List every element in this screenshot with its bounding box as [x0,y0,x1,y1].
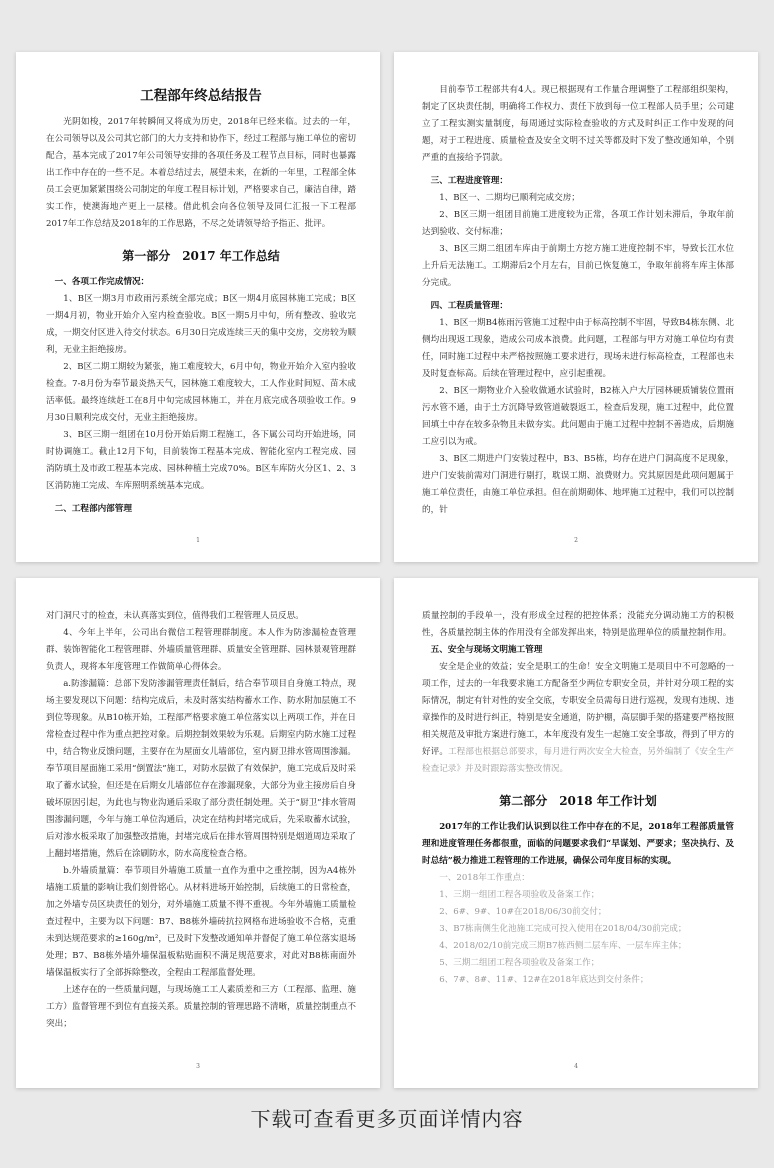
list-item: 1、三期一组团工程各项验收及备案工作； [439,890,600,900]
intro-paragraph: 光阴如梭，2017年转瞬间又将成为历史，2018年已经来临。过去的一年，在公司领导以及公司其它部门的大力支持和协作下，经过工程部与施工单位的密切配合，基本完成了2017年公司领导安排的各项任务及工程节点目标，同时也暴露出工作中存在的一些不足。本着总结过去，展望未来，在新的一年里，工程部全体员工会更加紧紧围绕公司制定的年度工程目标计划，严格要求自己，廉洁自律，踏实工作，使澳海地产更上一层楼。借此机会向各位领导及同仁汇报一下工程部2017年工作总结及2018年的工作思路，不尽之处请领导给予指正、批评。 [46,117,356,229]
page-number: 2 [574,537,578,544]
document-page-3 [16,578,380,1088]
paragraph: 1、B区一期B4栋雨污管施工过程中由于标高控制不牢固，导致B4栋东侧、北侧均出现返工现象，造成公司成本浪费。此问题，工程部与甲方对施工单位均有责任，同时施工过程中未严格按照施工要求进行，现场未进行标高检查，工程部也未及时复查标高。后续在管理过程中，应引起重视。 [422,318,734,379]
section-heading: 一、各项工作完成情况： [54,277,150,287]
paragraph: 对门洞尺寸的检查，未认真落实到位，值得我们工程管理人员反思。 [46,611,304,621]
document-page-1 [16,52,380,562]
list-item: 2、6#、9#、10#在2018/06/30前交付； [439,907,607,917]
paragraph: 1、B区一期3月市政雨污系统全部完成；B区一期4月底园林施工完成；B区一期4月初，物业开始介入室内检查验收。B区一期5月中旬，所有整改、验收完成，一期交付区进入待交付状态。6月30日完成连续三天的集中交房，交房较为顺利，无业主拒绝接房。 [46,294,356,355]
page-number: 3 [196,1063,200,1070]
page-number: 1 [196,537,200,544]
paragraph: a.防渗漏篇：总部下发防渗漏管理责任制后，结合奉节项目自身施工特点，现场主要发现以下问题：结构完成后，未及时落实结构蓄水工作、防水附加层施工不到位等现象。从B10栋开始，工程部严格要求施工单位落实以上两项工作，并在日常检查过程中作为重点把控对象。后期控制效果较为乐观。后期室内防水施工过程中，结合物业反馈问题，主要存在为屋面女儿墙部位，室内厨卫排水管周围渗漏。奉节项目屋面施工采用“倒置法”施工，对防水层做了有效保护，施工完成后及时采取了蓄水试验，但还是在后期女儿墙部位存在渗漏现象，大部分为业主接房后自身破坏原因引起，为此也与物业沟通后采取了部分责任制处理。关于“厨卫”排水管周围渗漏问题，今年与施工单位沟通后，决定在结构封堵完成后，先采取蓄水试验，后对渗水板采取了加强整改措施，封堵完成后在排水管周围特别是烟道周边采取了上翻封堵措施，然后在涂刷防水，防水高度检查合格。 [46,679,356,859]
download-more-banner[interactable]: 下载可查看更多页面详情内容 [250,1107,524,1131]
paragraph: 4、今年上半年，公司出台微信工程管理群制度。本人作为防渗漏检查管理群、装饰智能化工程管理群、外墙质量管理群、质量安全管理群、园林景观管理群负责人，现将本年度管理工作做简单心得体会。 [46,628,356,672]
list-item: 5、三期二组团工程各项验收及备案工作； [439,958,600,968]
part-two-title: 第二部分 2018 年工作计划 [499,794,657,808]
paragraph: 2017年的工作让我们认识到以往工作中存在的不足，2018年工程部质量管理和进度管理任务都很重，面临的问题要求我们“早谋划、严要求；坚决执行、及时总结”极力推进工程管理的工作进展，确保公司年度目标的实现。 [422,822,734,866]
paragraph-text: 安全是企业的效益；安全是职工的生命！安全文明施工是项目中不可忽略的一项工作，过去的一年我要求施工方配备至少两位专职安全员，并针对分项工程的实际情况，制定有针对性的安全交底，专职安全员需每日进行巡视，发现有违规、违章操作的及时进行纠正，特别是安全通道，防护棚，高层脚手架的搭建要严格按照相关规范及审批方案进行施工，本年度没有发生一起施工安全事故，得到了甲方的好评。 [422,662,734,757]
paragraph: 3、B区二期进户门安装过程中，B3、B5栋，均存在进户门洞高度不足现象，进户门安装前需对门洞进行剔打，耽误工期、浪费财力。究其原因是此项问题属于施工单位责任，由施工单位承担。但在前期砌体、地坪施工过程中，我们可以控制的，针 [422,454,734,515]
paragraph [422,659,734,778]
paragraph: b.外墙质量篇：奉节项目外墙施工质量一直作为重中之重控制，因为A4栋外墙施工质量的影响让我们刻骨铭心。从材料进场开始控制，后续施工的日常检查，加之外墙专员区块责任的划分，对外墙施工质量不得不重视。今年外墙施工质量检查过程中，主要为以下问题：B7、B8栋外墙砖抗拉网格布进场验收不合格，克重未到达规范要求的≥160g/m²，已及时下发整改通知单并督促了施工单位落实退场处理；B7、B8栋外墙外墙保温板粘贴面积不满足规范要求，对此对B8栋南面外墙保温板实行了全部拆除整改，全程由工程部监督处理。 [46,866,357,978]
section-heading: 三、工程进度管理： [430,176,508,186]
list-item: 4、2018/02/10前完成三期B7栋西侧二层车库、一层车库主体； [439,941,687,951]
paragraph: 3、B区三期一组团在10月份开始后期工程施工，各下属公司均开始进场，同时协调施工。截止12月下旬，目前装饰工程基本完成、智能化室内工程完成、园消防填土及市政工程基本完成、园林种植土完成70%。B区车库防火分区1、2、3区消防施工完成、车库照明系统基本完成。 [46,430,356,491]
section-heading: 五、安全与现场文明施工管理 [430,645,543,655]
paragraph: 2、B区三期一组团目前施工进度较为正常，各项工作计划未滞后，争取年前达到验收、交付标准； [422,210,734,237]
section-heading: 四、工程质量管理： [430,301,508,311]
section-heading: 二、工程部内部管理 [54,504,132,514]
document-page-4 [394,578,758,1088]
report-title: 工程部年终总结报告 [140,88,262,104]
paragraph-faint-text: 工程部也根据总部要求，每月进行两次安全大检查，另外编制了《安全生产检查记录》并及时跟踪落实整改情况。 [422,747,734,774]
paragraph: 2、B区一期物业介入验收做通水试验时，B2栋入户大厅园林硬质铺装位置雨污水管不通，由于土方沉降导致管道破裂返工，检查后发现，施工过程中，此位置回填土中存在较多杂物且未做夯实。此问题由于施工过程中控制不善造成，后期施工应引以为戒。 [422,386,734,447]
paragraph: 2、B区二期工期较为紧张，施工难度较大，6月中旬，物业开始介入室内验收检查。7-8月份为奉节最炎热天气，园林施工难度较大，工人作业时间短、苗木成活率低。最终连续赶工在8月中旬完成园林施工，并在月底完成各项验收工作。9月30日顺利完成交付，无业主拒绝接房。 [46,362,356,423]
list-item: 3、B7栋南侧生化池施工完成可投入使用在2018/04/30前完成； [439,924,687,934]
paragraph: 3、B区三期二组团车库由于前期土方挖方施工进度控制不牢，导致长江水位上升后无法施工。工期滞后2个月左右，目前已恢复施工，争取年前将车库主体部分完成。 [422,244,734,288]
list-item: 6、7#、8#、11#、12#在2018年底达到交付条件； [439,975,649,985]
paragraph: 质量控制的手段单一，没有形成全过程的把控体系；没能充分调动施工方的积极性，各质量控制主体的作用没有全部发挥出来，特别是监理单位的质量控制作用。 [422,611,734,638]
paragraph: 上述存在的一些质量问题，与现场施工工人素质差和三方（工程部、监理、施工方）监督管理不到位有直接关系。质量控制的管理思路不清晰，质量控制重点不突出； [46,985,356,1029]
page-number: 4 [574,1063,578,1070]
document-page-2 [394,52,758,562]
paragraph: 1、B区一、二期均已顺利完成交房； [439,193,580,203]
paragraph: 目前奉节工程部共有4人。现已根据现有工作量合理调整了工程部组织架构，制定了区块责任制，明确将工作权力、责任下放到每一位工程部人员手里；公司建立了工程实测实量制度，每周通过实际检查验收的方式及时纠正工作中发现的问题，对于工程进度、质量检查及安全文明不过关等都及时下发了整改通知单，个别严重的直接给予罚款。 [422,85,734,163]
list-heading: 一、2018年工作重点： [439,873,530,883]
part-one-title: 第一部分 2017 年工作总结 [122,249,280,263]
